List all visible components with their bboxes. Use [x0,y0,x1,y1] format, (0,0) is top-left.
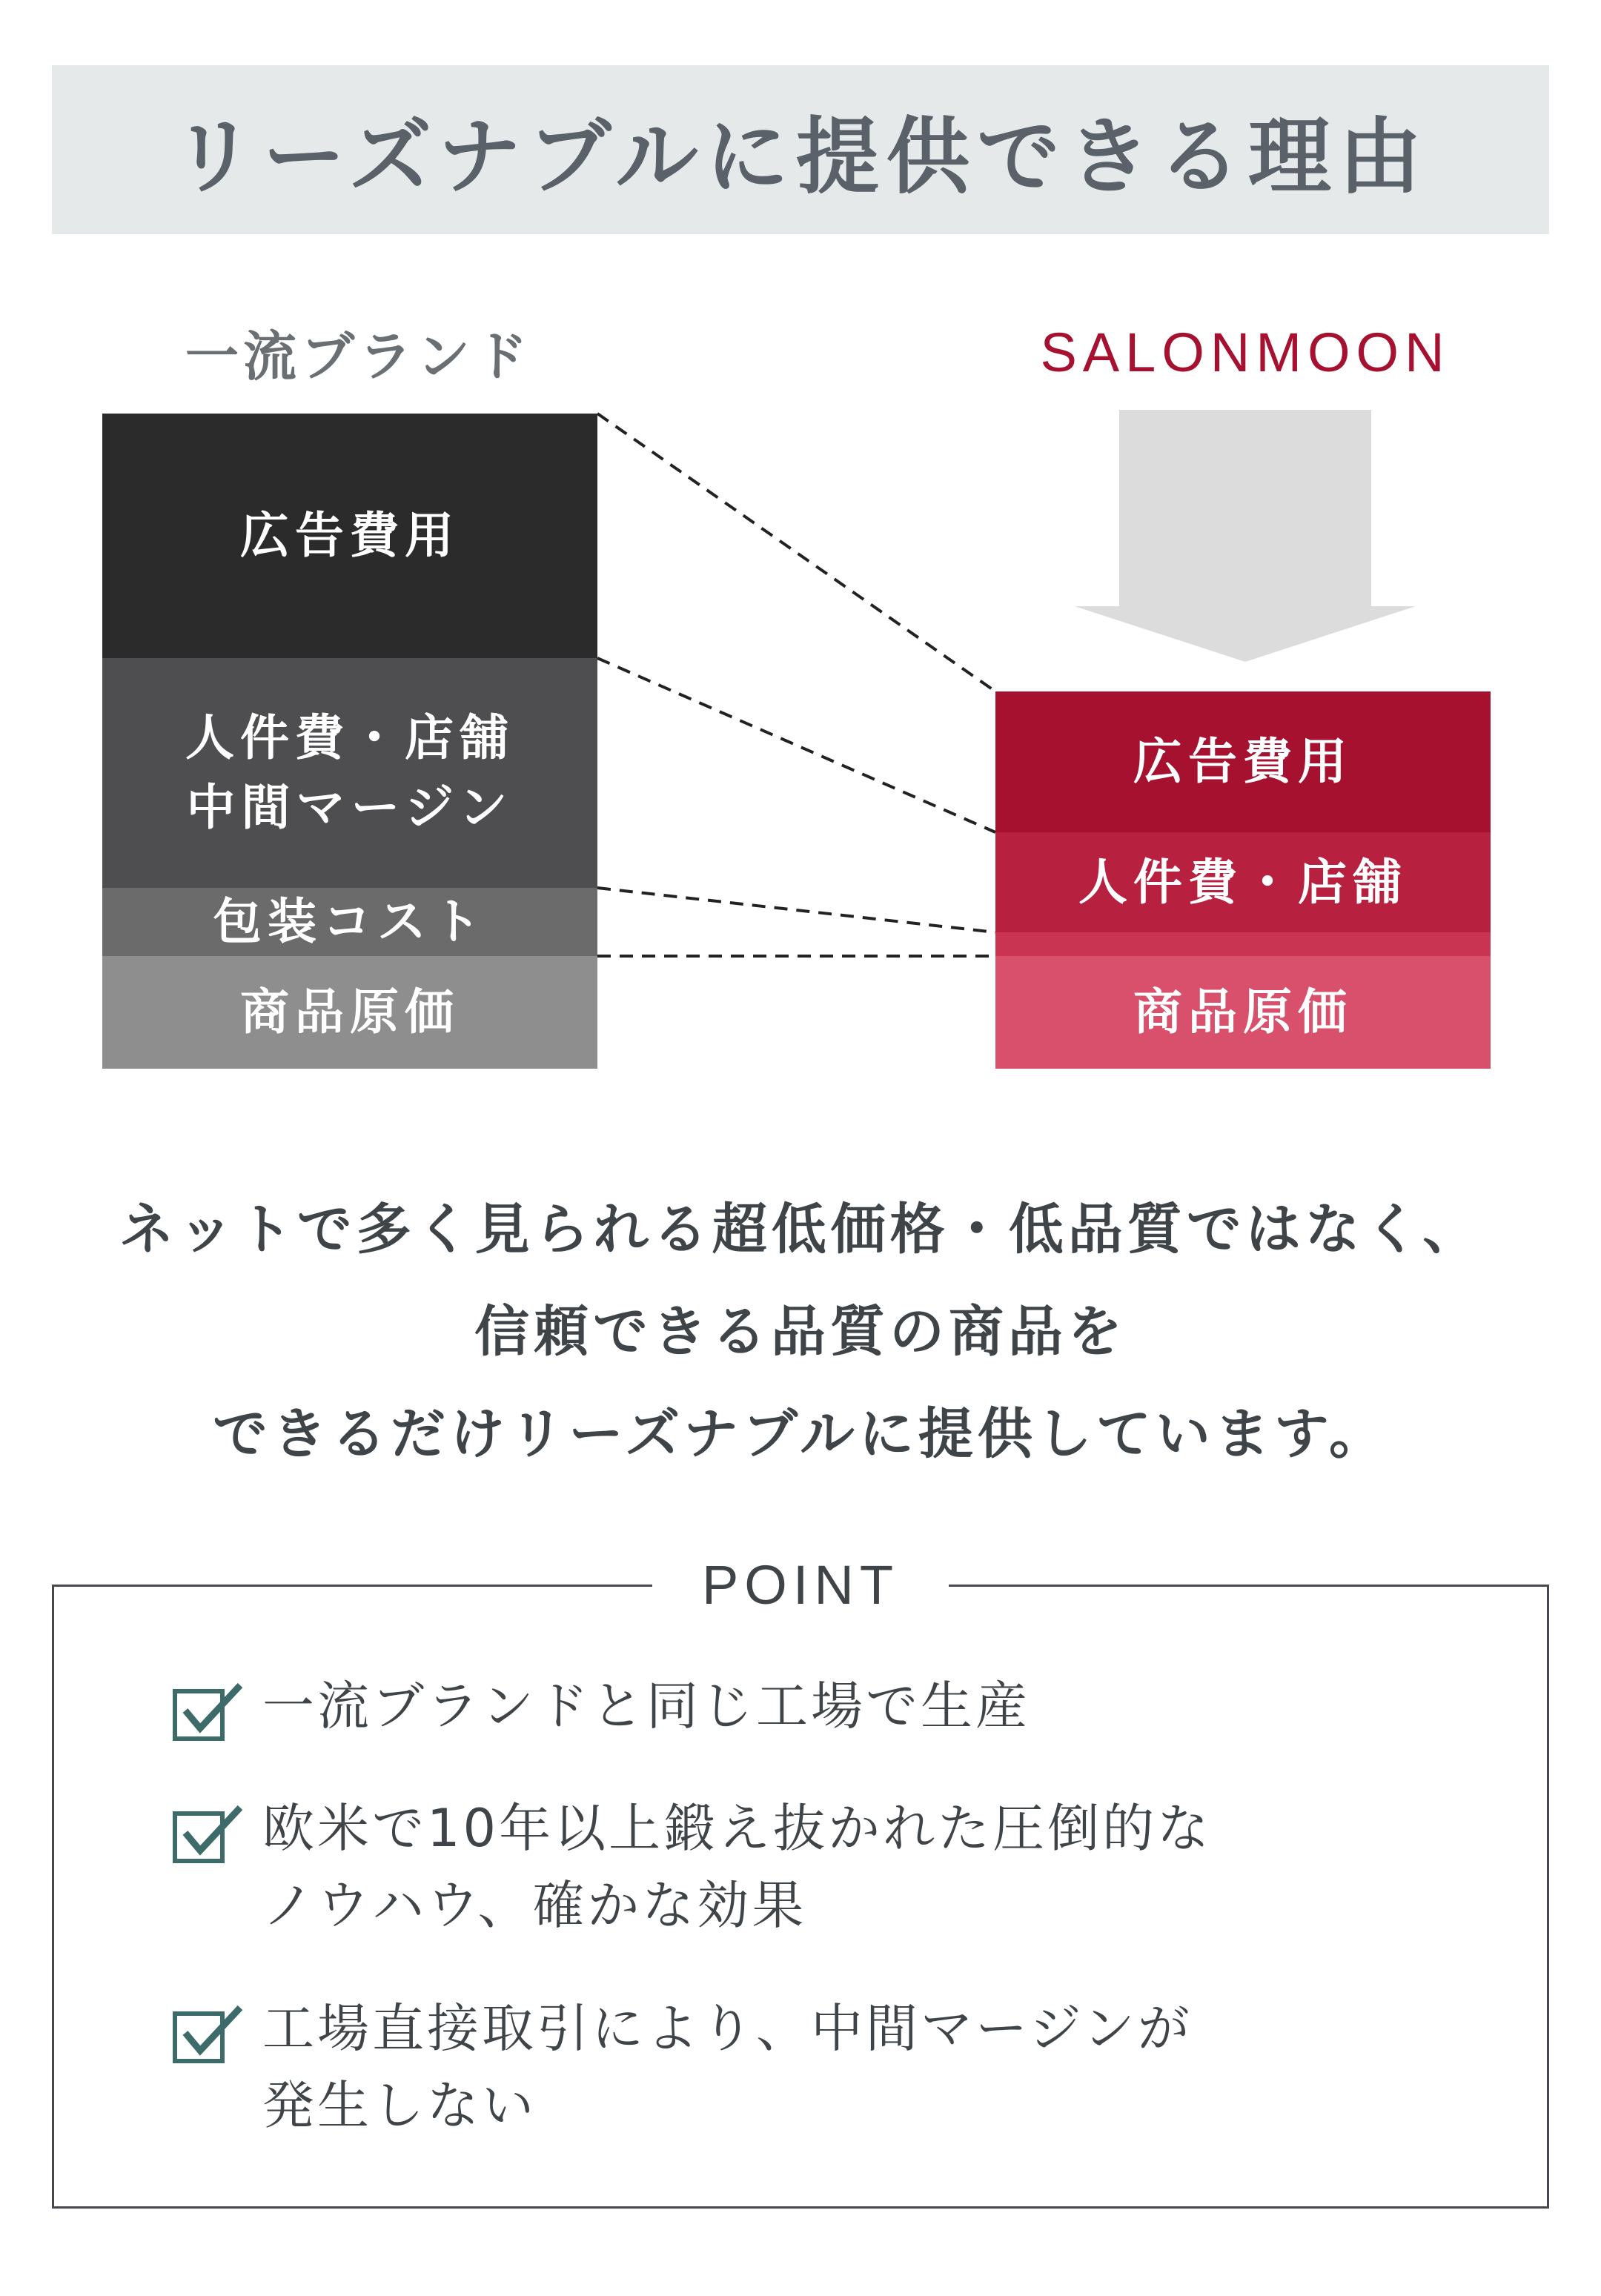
point-item [170,1990,1193,2144]
brand-block-product-cost [102,956,597,1069]
description-line: 信頼できる品質の商品を [474,1300,1127,1364]
block-label-line-1: 人件費・店舗 [185,709,514,767]
brand-block-labor-store-margin [102,658,597,888]
title-band [52,65,1549,234]
checkbox-check-icon [170,1800,245,1867]
point-item [170,1668,1030,1745]
checkbox-check-icon [170,1678,245,1745]
description-line: ネットで多く見られる超低価格・低品質ではなく、 [119,1198,1482,1261]
point-item-line: 発生しない [262,2075,537,2136]
point-item-text [262,1668,1030,1745]
block-label: 広告費用 [1133,733,1353,791]
point-item [170,1790,1212,1944]
connector-line [597,414,995,691]
point-item-text [262,1790,1212,1944]
brand-label: 一流ブランド [185,325,533,388]
salonmoon-block-packaging [995,932,1491,956]
connector-line [597,888,995,932]
block-label: 広告費用 [240,507,460,565]
point-item-line: 工場直接取引により、中間マージンが [262,1998,1193,2059]
point-title: POINT [652,1547,949,1622]
block-label: 人件費・店舗 [1078,853,1408,911]
point-item-text [262,1990,1193,2144]
checkbox-check-icon [170,2000,245,2067]
brand-block-advertising [102,414,597,658]
block-label: 商品原価 [240,983,460,1041]
connector-line [597,658,995,832]
point-item-line: 欧米で10年以上鍛え抜かれた圧倒的な [262,1798,1213,1859]
salonmoon-block-labor-store [995,832,1491,932]
point-item-line: ノウハウ、確かな効果 [262,1875,807,1936]
page-title: リーズナブルに提供できる理由 [172,108,1429,205]
salonmoon-label: SALONMOON [1040,321,1451,383]
down-arrow-icon [1075,410,1416,662]
salonmoon-block-advertising [995,691,1491,832]
description [0,1178,1601,1485]
block-label: 商品原価 [1133,983,1353,1041]
block-label-line-2: 中間マージン [186,779,514,836]
description-line: できるだけリーズナブルに提供しています。 [213,1402,1388,1466]
salonmoon-block-product-cost [995,956,1491,1069]
point-item-line: 一流ブランドと同じ工場で生産 [262,1676,1030,1736]
block-label: 包装コスト [213,893,487,951]
brand-block-packaging [102,888,597,956]
